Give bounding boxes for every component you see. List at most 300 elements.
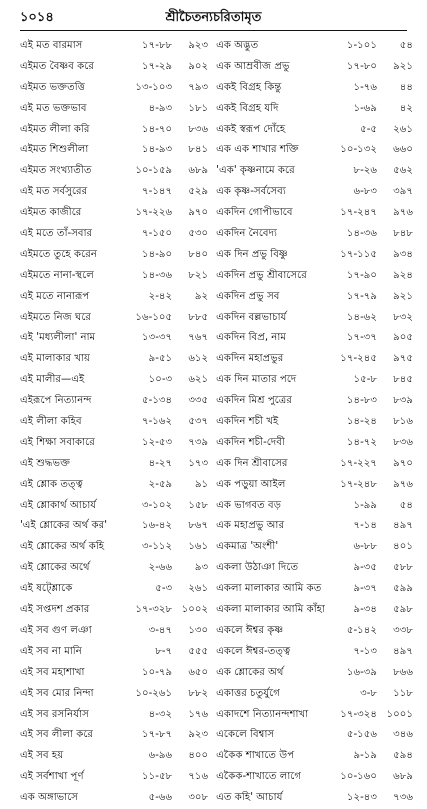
entry-term: এই সব হয় — [20, 750, 64, 762]
entry-term: এক শ্লোকের অর্থ — [216, 666, 284, 678]
entry-reference: ১০-১৬০ — [340, 771, 377, 783]
index-entry — [216, 454, 413, 475]
entry-term: এত কহি' আচার্য — [216, 792, 283, 804]
entry-term: একলা মালাকার আমি কাঁহা — [216, 604, 325, 616]
entry-reference: ২-৫৯ — [148, 478, 173, 490]
entry-page-number: ৮৪০ — [188, 248, 209, 260]
entry-page-number: ১০০১ — [386, 708, 413, 720]
index-entry — [216, 245, 413, 266]
index-entry — [20, 266, 208, 287]
entry-reference: ৩-১০২ — [142, 499, 173, 511]
entry-reference: ৬-৮৮ — [353, 541, 377, 553]
entry-term: একই বিগ্রহ যদি — [216, 102, 279, 114]
entry-reference: ১৪-৮৩ — [346, 395, 377, 407]
entry-page-number: ৭৬৭ — [188, 332, 209, 344]
entry-term: একদিন মহাপ্রভুর — [216, 353, 284, 365]
index-entry — [20, 245, 208, 266]
entry-term: এই শ্লোকের অর্থ কহি — [20, 541, 105, 553]
entry-term: 'এক' কৃষ্ণনামে করে — [216, 165, 295, 177]
entry-term: একদিন প্রভু সব — [216, 290, 280, 302]
entry-page-number: ৪০০ — [188, 750, 209, 762]
entry-term: এইমত ভক্ততত্তি — [20, 81, 85, 93]
entry-term: এই শ্লোকার্থ আচার্য — [20, 499, 97, 511]
index-entry — [216, 767, 413, 788]
entry-reference: ১-৭৬ — [353, 81, 377, 93]
entry-page-number: ৪২ — [399, 102, 413, 114]
entry-term: এইমতে নিজ ঘরে — [20, 311, 92, 323]
index-entry — [216, 579, 413, 600]
index-entry — [216, 224, 413, 245]
entry-term: এই 'মধ্যলীলা' নাম — [20, 332, 96, 344]
index-entry — [216, 120, 413, 141]
entry-page-number: ১৬১ — [188, 541, 209, 553]
entry-page-number: ৭৩৬ — [393, 792, 413, 804]
entry-reference: ১৭-২৯ — [142, 60, 173, 72]
index-entry — [20, 433, 208, 454]
entry-reference: ১৭-৮০ — [346, 60, 377, 72]
entry-term: একই বিগ্রহ কিন্তু — [216, 81, 282, 93]
index-columns — [20, 36, 413, 809]
entry-reference: ১০-১৫৯ — [135, 165, 173, 177]
entry-reference: ৭-১৩ — [353, 645, 377, 657]
index-entry — [216, 496, 413, 517]
entry-reference: ১৭-২২৭ — [340, 457, 377, 469]
entry-term: এইমতে তুহে করেন — [20, 248, 97, 260]
index-entry — [216, 663, 413, 684]
entry-reference: ১২-৫৩ — [142, 436, 173, 448]
entry-term: একাদশে নিত্যানন্দশাখা — [216, 708, 309, 720]
entry-term: এই মত সর্বসুরের — [20, 186, 88, 198]
entry-term: একদিন গোপীভাবে — [216, 207, 293, 219]
entry-reference: ১৭-৩২৪ — [340, 708, 377, 720]
entry-reference: ১৭-৭৯ — [346, 290, 377, 302]
entry-reference: ১৬-৪২ — [142, 520, 173, 532]
index-entry — [20, 349, 208, 370]
entry-reference: ৫-১৫৬ — [346, 729, 377, 741]
index-entry — [20, 537, 208, 558]
entry-page-number: ৭৩৯ — [188, 436, 209, 448]
entry-reference: ১-৬৯ — [353, 102, 377, 114]
entry-page-number: ১০০২ — [181, 604, 209, 616]
entry-page-number: ৪৯৭ — [393, 645, 413, 657]
entry-term: এই সব মহাশাখা — [20, 666, 85, 678]
entry-term: একলে ঈশ্বর কৃষ্ণ — [216, 624, 284, 636]
entry-page-number: ৯৭০ — [188, 207, 209, 219]
entry-reference: ৪-৯৩ — [148, 102, 173, 114]
entry-page-number: ৯৭৬ — [393, 207, 413, 219]
entry-page-number: ৭১৬ — [188, 771, 209, 783]
entry-term: একদিন প্রভু শ্রীবাসেরে — [216, 269, 307, 281]
entry-page-number: ৭৯৩ — [188, 81, 209, 93]
entry-term: এইমতে নানা-স্থলে — [20, 269, 94, 281]
entry-term: একদিন শচী খই — [216, 416, 279, 428]
index-entry — [20, 454, 208, 475]
index-entry — [20, 36, 208, 57]
index-entry — [20, 663, 208, 684]
index-entry — [216, 140, 413, 161]
index-entry — [20, 684, 208, 705]
entry-term: এই শ্লোকের অর্থে — [20, 562, 90, 574]
index-entry — [20, 140, 208, 161]
entry-reference: ৫-১৩৪ — [142, 395, 173, 407]
entry-term: এই সব মোর নিন্দা — [20, 687, 94, 699]
entry-term: একদিন শচী-দেবী — [216, 436, 285, 448]
entry-page-number: ৫২৯ — [188, 186, 209, 198]
index-entry — [216, 705, 413, 726]
entry-reference: ৫-৬৬ — [148, 792, 173, 804]
entry-reference: ৫-৩ — [155, 583, 173, 595]
entry-page-number: ৬৫০ — [188, 666, 209, 678]
entry-term: এই সব লীলা করে — [20, 729, 94, 741]
index-entry — [20, 496, 208, 517]
index-entry — [216, 600, 413, 621]
entry-page-number: ৩০৮ — [188, 792, 209, 804]
entry-reference: ১৩-১০৩ — [135, 81, 173, 93]
entry-page-number: ৮৮৫ — [188, 311, 209, 323]
entry-page-number: ১৫৮ — [188, 499, 209, 511]
entry-reference: ৯-৩৪ — [353, 604, 377, 616]
entry-page-number: ৫৪ — [399, 40, 413, 51]
entry-term: একদিন বল্লভাচার্য — [216, 311, 287, 323]
right-column — [216, 36, 413, 809]
entry-reference: ৩-৮ — [360, 687, 377, 699]
entry-reference: ৬-৯৬ — [148, 750, 173, 762]
index-entry — [216, 99, 413, 120]
entry-term: একলা মালাকার আমি কত — [216, 583, 322, 595]
entry-term: এই সপ্তদশ প্রকার — [20, 604, 90, 616]
entry-page-number: ৬৮৯ — [188, 165, 209, 177]
entry-term: একেলে বিশ্বাস — [216, 729, 275, 741]
entry-reference: ১০-২৬১ — [135, 687, 173, 699]
index-entry — [216, 203, 413, 224]
entry-term: একলে ঈশ্বর-তত্ত্ব — [216, 645, 291, 657]
index-entry — [20, 767, 208, 788]
entry-reference: ১৭-৯০ — [346, 269, 377, 281]
entry-term: এক দিন প্রভু বিষ্ণু — [216, 248, 288, 260]
entry-page-number: ৯৭৫ — [393, 353, 413, 365]
entry-reference: ১০-৩ — [148, 374, 173, 386]
entry-page-number: ৮১৬ — [393, 416, 413, 428]
entry-page-number: ৫৯৮ — [393, 604, 413, 616]
index-entry — [20, 370, 208, 391]
entry-term: এই মত বারমাস — [20, 40, 83, 51]
index-entry — [216, 684, 413, 705]
index-entry — [216, 642, 413, 663]
entry-reference: ৫-৫ — [360, 123, 377, 135]
index-entry — [216, 537, 413, 558]
entry-reference: ২-৪২ — [148, 290, 173, 302]
entry-reference: ৯-৩৭ — [353, 583, 377, 595]
entry-reference: ৭-১৫০ — [142, 228, 173, 240]
entry-reference: ৯-৫১ — [148, 353, 173, 365]
entry-reference: ৩-১১২ — [142, 541, 173, 553]
index-entry — [20, 99, 208, 120]
header-rule — [20, 30, 407, 31]
entry-reference: ১৪-৬২ — [346, 311, 377, 323]
entry-term: এই ষট্শ্লোকে — [20, 583, 73, 595]
index-entry — [20, 161, 208, 182]
index-entry — [216, 287, 413, 308]
entry-reference: ১৪-২৪ — [346, 416, 377, 428]
entry-page-number: ৬৬০ — [393, 144, 413, 156]
entry-reference: ৯-১৯ — [353, 750, 377, 762]
entry-reference: ১১-৫৮ — [142, 771, 173, 783]
entry-term: 'এই শ্লোকের অর্থ কর' — [20, 520, 108, 532]
entry-page-number: ৮৪৮ — [393, 228, 413, 240]
page-header — [0, 0, 427, 32]
entry-page-number: ৬৮৯ — [393, 771, 413, 783]
entry-term: এক মহাপ্রভু আর — [216, 520, 285, 532]
entry-page-number: ৯২ — [194, 290, 209, 302]
entry-page-number: ২৬১ — [393, 123, 413, 135]
entry-term: এইমত কাজীরে — [20, 207, 82, 219]
entry-term: এক দিন মাতার পদে — [216, 374, 297, 386]
index-entry — [20, 621, 208, 642]
entry-reference: ১৭-২৪৭ — [340, 207, 377, 219]
entry-reference: ১৪-৭০ — [142, 123, 173, 135]
entry-page-number: ৮৪১ — [188, 144, 209, 156]
index-entry — [20, 475, 208, 496]
entry-page-number: ১৩০ — [188, 624, 209, 636]
entry-page-number: ২৬১ — [188, 583, 209, 595]
entry-term: এইমত সংখ্যাতীত — [20, 165, 92, 177]
entry-term: এই সব গুণ লঞা — [20, 624, 92, 636]
entry-page-number: ৯৩৪ — [393, 248, 413, 260]
entry-page-number: ১৮১ — [188, 102, 209, 114]
entry-term: এইমত বৈষ্ণব করে — [20, 60, 94, 72]
entry-page-number: ৮৩৯ — [393, 395, 413, 407]
entry-term: এই শিক্ষা সবাকারে — [20, 436, 95, 448]
index-entry — [20, 746, 208, 767]
entry-term: একৈক শাখাতে উপ — [216, 750, 295, 762]
index-entry — [216, 349, 413, 370]
entry-term: একদিন মিশ্র পুত্রের — [216, 395, 292, 407]
entry-reference: ৪-৩২ — [148, 708, 173, 720]
entry-reference: ১৪-৯৩ — [142, 144, 173, 156]
entry-term: এই সব না মানি — [20, 645, 82, 657]
index-entry — [216, 433, 413, 454]
index-entry — [20, 120, 208, 141]
entry-term: একৈক-শাখাতে লাগে — [216, 771, 302, 783]
index-entry — [216, 391, 413, 412]
index-entry — [216, 328, 413, 349]
index-entry — [216, 182, 413, 203]
index-entry — [216, 558, 413, 579]
entry-page-number: ৬২১ — [188, 374, 209, 386]
index-entry — [216, 370, 413, 391]
index-entry — [216, 475, 413, 496]
index-entry — [20, 412, 208, 433]
entry-page-number: ৮৬৭ — [188, 520, 209, 532]
entry-term: এক দিন শ্রীবাসের — [216, 457, 288, 469]
entry-page-number: ৯১ — [194, 478, 209, 490]
entry-page-number: ৬১২ — [188, 353, 209, 365]
entry-reference: ৭-১৬২ — [142, 416, 173, 428]
entry-term: এই শুদ্ধভক্ত — [20, 457, 71, 469]
entry-reference: ১৭-৩৭ — [346, 332, 377, 344]
index-entry — [20, 600, 208, 621]
entry-reference: ১-৯৯ — [353, 499, 377, 511]
entry-page-number: ১৭৩ — [188, 457, 209, 469]
entry-term: এই সর্বশাখা পূর্ণ — [20, 771, 84, 783]
left-column — [20, 36, 208, 809]
entry-term: এক অদ্ভুত — [216, 40, 259, 51]
entry-term: এক পড়ুয়া আইল — [216, 478, 286, 490]
entry-page-number: ১১৮ — [393, 687, 413, 699]
entry-reference: ১৭-৮৮ — [142, 40, 173, 51]
entry-page-number: ৯৭৬ — [393, 478, 413, 490]
index-entry — [20, 78, 208, 99]
entry-page-number: ৮৩৬ — [188, 123, 209, 135]
entry-page-number: ৯২৩ — [188, 40, 209, 51]
entry-term: এই সব রসনির্যাস — [20, 708, 89, 720]
entry-page-number: ৫৩৭ — [188, 416, 209, 428]
entry-reference: ১৩-৩৭ — [142, 332, 173, 344]
entry-page-number: ১৭৬ — [188, 708, 209, 720]
entry-reference: ৬-৮৩ — [353, 186, 377, 198]
index-entry — [20, 182, 208, 203]
index-entry — [20, 203, 208, 224]
entry-page-number: ৫৯৪ — [393, 750, 413, 762]
index-entry — [216, 516, 413, 537]
entry-term: এই মালীর—এই — [20, 374, 85, 386]
entry-reference: ১৭-২২৬ — [135, 207, 173, 219]
entry-term: এই মত ভক্তভাব — [20, 102, 87, 114]
entry-page-number: ৯০৫ — [393, 332, 413, 344]
index-entry — [20, 558, 208, 579]
index-entry — [216, 78, 413, 99]
entry-page-number: ৫৩০ — [188, 228, 209, 240]
index-entry — [20, 579, 208, 600]
entry-term: এক ভাগবত বড় — [216, 499, 282, 511]
entry-reference: ১৬-৩৯ — [346, 666, 377, 678]
entry-reference: ৭-১৪ — [353, 520, 377, 532]
entry-term: একদিন নৈবেদ্য — [216, 228, 277, 240]
index-entry — [216, 412, 413, 433]
entry-reference: ১২-৪৩ — [346, 792, 377, 804]
entry-page-number: ৫৪ — [399, 499, 413, 511]
entry-term: এক অঙ্গাভাসে — [20, 792, 79, 804]
index-entry — [20, 725, 208, 746]
entry-page-number: ৯২১ — [393, 60, 413, 72]
entry-page-number: ৩৩৫ — [188, 395, 209, 407]
index-entry — [20, 516, 208, 537]
entry-reference: ১০-৭৯ — [142, 666, 173, 678]
entry-term: একদিন বিপ্র, নাম — [216, 332, 286, 344]
index-entry — [216, 746, 413, 767]
entry-page-number: ৯০২ — [188, 60, 209, 72]
index-entry — [20, 328, 208, 349]
entry-term: একাত্তর চতুর্যুগে — [216, 687, 280, 699]
index-entry — [216, 788, 413, 809]
entry-page-number: ৫৯৯ — [393, 583, 413, 595]
entry-page-number: ৮৮২ — [188, 687, 209, 699]
entry-reference: ১৭-২৪৮ — [340, 478, 377, 490]
index-entry — [20, 642, 208, 663]
index-entry — [20, 287, 208, 308]
entry-page-number: ৮৪৫ — [393, 374, 413, 386]
entry-reference: ১৫-৮ — [353, 374, 377, 386]
entry-reference: ১-১০১ — [346, 40, 377, 51]
entry-page-number: ৫৮৮ — [393, 562, 413, 574]
entry-term: এইমত শিশুলীলা — [20, 144, 89, 156]
entry-reference: ৪-২৭ — [148, 457, 173, 469]
index-entry — [20, 57, 208, 78]
entry-reference: ১৭-৩২৮ — [135, 604, 173, 616]
entry-page-number: ৮৬৬ — [393, 666, 413, 678]
entry-reference: ১০-১৩২ — [340, 144, 377, 156]
entry-term: একমাত্র 'অংশী' — [216, 541, 279, 553]
entry-page-number: ৫৬২ — [393, 165, 413, 177]
entry-reference: ১৭-২৪৫ — [340, 353, 377, 365]
entry-reference: ৩-৪৭ — [148, 624, 173, 636]
running-title: শ্রীচৈতন্যচরিতামৃত — [165, 10, 262, 25]
index-entry — [20, 391, 208, 412]
entry-reference: ৯-৩৫ — [353, 562, 377, 574]
entry-reference: ১৭-৮৭ — [142, 729, 173, 741]
index-entry — [216, 266, 413, 287]
entry-reference: ৫-১৪২ — [346, 624, 377, 636]
entry-term: এইরূপে নিত্যানন্দ — [20, 395, 92, 407]
entry-page-number: ৯৩ — [194, 562, 209, 574]
entry-reference: ৭-১৪৭ — [142, 186, 173, 198]
entry-term: এই লীলা কহিব — [20, 416, 82, 428]
index-entry — [20, 788, 208, 809]
entry-page-number: ৩৯৭ — [393, 186, 413, 198]
index-entry — [20, 308, 208, 329]
entry-page-number: ৯২১ — [393, 290, 413, 302]
entry-page-number: ৪৪ — [399, 81, 413, 93]
entry-page-number: ৫৫৫ — [188, 645, 209, 657]
entry-term: এক কৃষ্ণ-সর্বসেব্য — [216, 186, 286, 198]
page-number: ১০১৪ — [20, 10, 54, 25]
entry-page-number: ৯২৪ — [393, 269, 413, 281]
index-entry — [216, 57, 413, 78]
entry-page-number: ৮৩৬ — [393, 436, 413, 448]
entry-page-number: ৪০১ — [393, 541, 413, 553]
index-entry — [20, 224, 208, 245]
entry-term: একই স্বরূপ দোঁহে — [216, 123, 286, 135]
entry-term: এইমত লীলা করি — [20, 123, 90, 135]
entry-term: একলা উঠাঞা দিতে — [216, 562, 299, 574]
index-entry — [216, 308, 413, 329]
entry-term: এই মালাকার খায় — [20, 353, 91, 365]
entry-reference: ২-৬৬ — [148, 562, 173, 574]
index-entry — [216, 36, 413, 57]
entry-page-number: ৩৩৮ — [393, 624, 413, 636]
entry-reference: ১৭-১১৫ — [340, 248, 377, 260]
entry-term: এক আম্রবীজ প্রভু — [216, 60, 290, 72]
entry-page-number: ৮২১ — [188, 269, 209, 281]
index-entry — [216, 725, 413, 746]
entry-reference: ১৪-৩৬ — [142, 269, 173, 281]
entry-term: এই শ্লোক তত্ত্ব — [20, 478, 83, 490]
entry-reference: ১৪-৭২ — [346, 436, 377, 448]
index-entry — [20, 705, 208, 726]
entry-reference: ১৬-১০৫ — [135, 311, 173, 323]
entry-reference: ৮-৭ — [155, 645, 173, 657]
entry-page-number: ৮৩২ — [393, 311, 413, 323]
entry-term: এই মতে নানারূপ — [20, 290, 90, 302]
entry-page-number: ৯২৩ — [188, 729, 209, 741]
entry-page-number: ৩৪৬ — [393, 729, 413, 741]
entry-page-number: ৪৯৭ — [393, 520, 413, 532]
index-entry — [216, 161, 413, 182]
entry-reference: ১৪-৯০ — [142, 248, 173, 260]
entry-reference: ৮-২৬ — [353, 165, 377, 177]
entry-page-number: ৯৭০ — [393, 457, 413, 469]
entry-reference: ১৪-৩৬ — [346, 228, 377, 240]
